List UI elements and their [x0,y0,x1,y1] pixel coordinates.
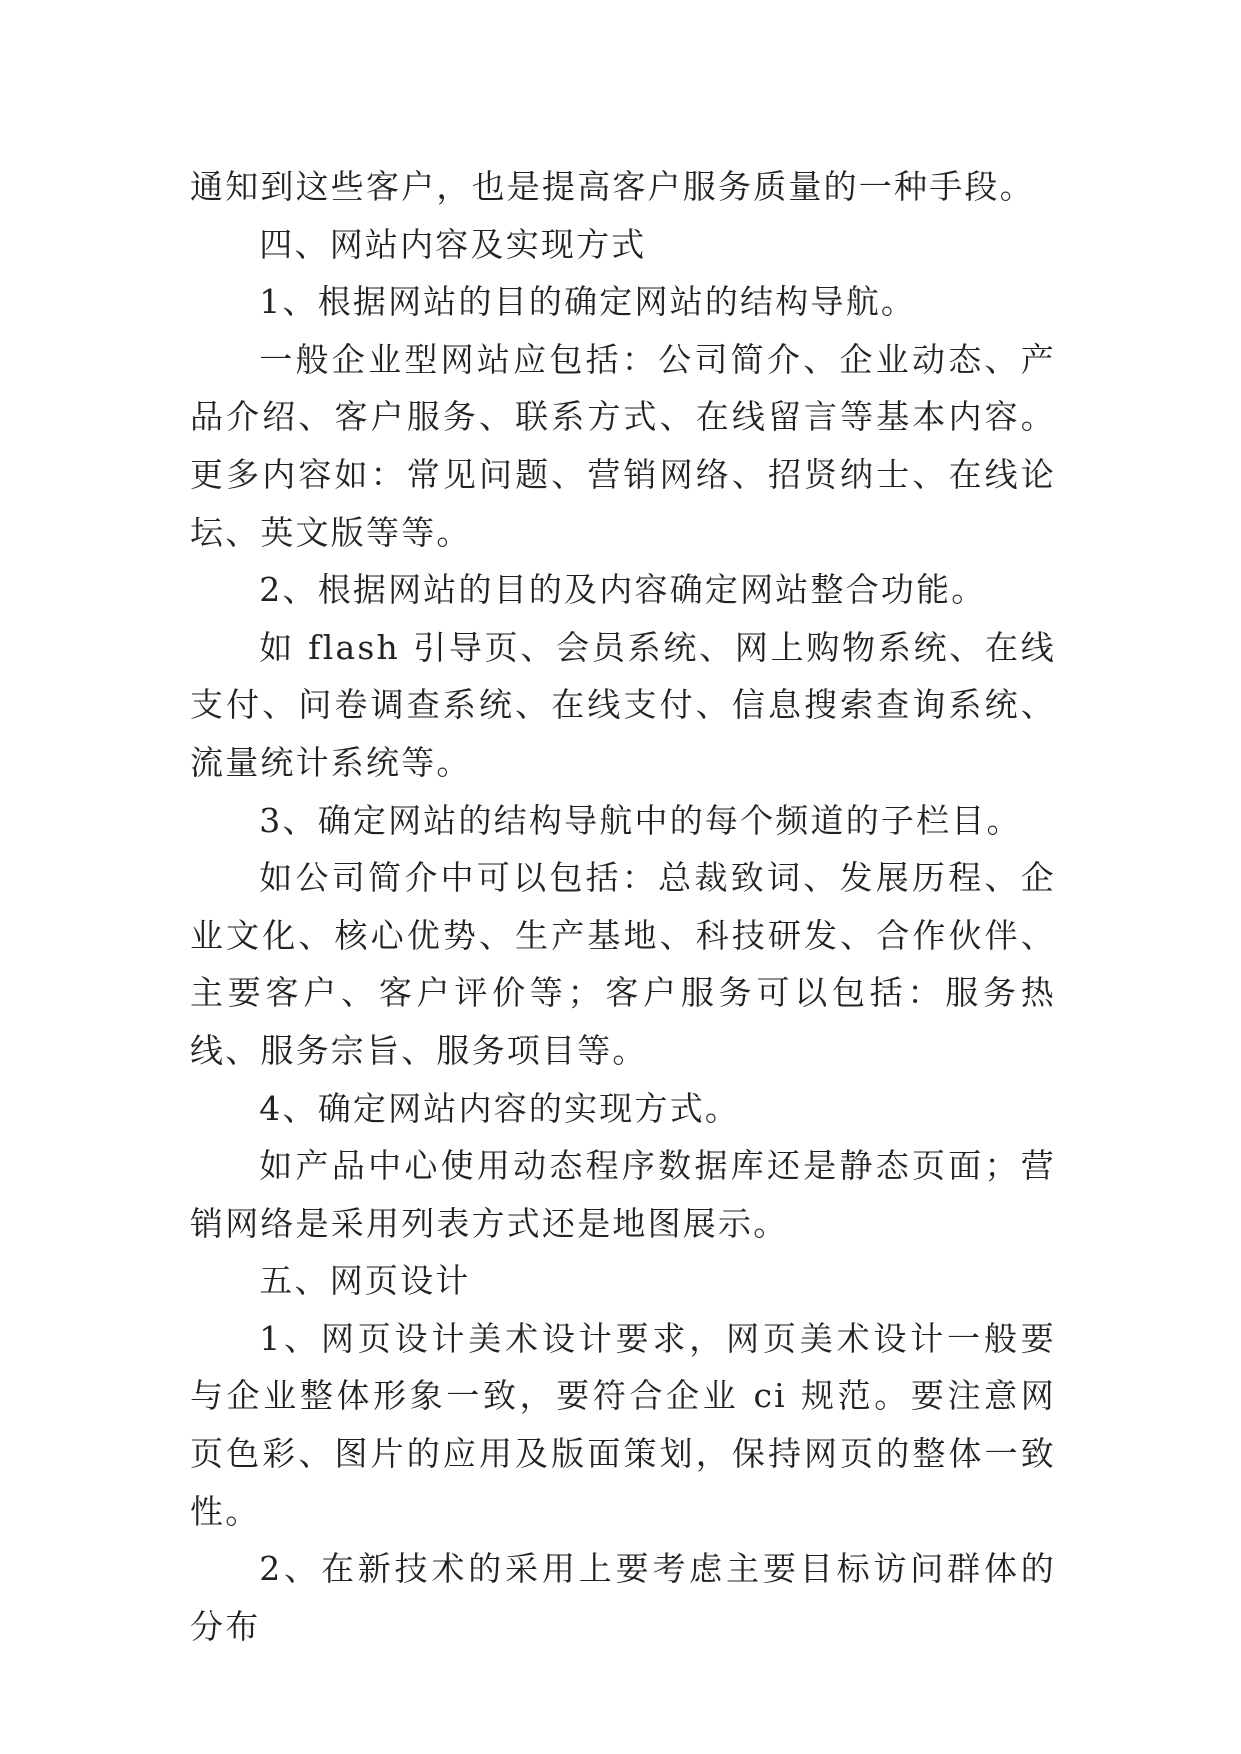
section-heading-4: 四、网站内容及实现方式 [259,224,647,264]
paragraph-1: 通知到这些客户，也是提高客户服务质量的一种手段。 [190,167,1035,206]
subheading-4-1: 1、根据网站的目的确定网站的结构导航。 [259,282,917,322]
document-body [190,158,1056,1655]
paragraph-4-4-body: 如产品中心使用动态程序数据库还是静态页面；营销网络是采用列表方式还是地图展示。 [190,1146,1056,1243]
paragraph-4-2-body: 如 flash 引导页、会员系统、网上购物系统、在线支付、问卷调查系统、在线支付、信息搜索查询系统、流量统计系统等。 [190,627,1056,782]
paragraph-4-1-body: 一般企业型网站应包括：公司简介、企业动态、产品介绍、客户服务、联系方式、在线留言等基本内容。更多内容如：常见问题、营销网络、招贤纳士、在线论坛、英文版等等。 [190,339,1056,552]
paragraph-4-3-body: 如公司简介中可以包括：总裁致词、发展历程、企业文化、核心优势、生产基地、科技研发、合作伙伴、主要客户、客户评价等；客户服务可以包括：服务热线、服务宗旨、服务项目等。 [190,858,1056,1070]
section-heading-5: 五、网页设计 [259,1261,471,1301]
paragraph-5-2: 2、在新技术的采用上要考虑主要目标访问群体的分布 [190,1549,1056,1646]
subheading-4-2: 2、根据网站的目的及内容确定网站整合功能。 [259,570,987,610]
subheading-4-3: 3、确定网站的结构导航中的每个频道的子栏目。 [259,800,1022,840]
paragraph-5-1: 1、网页设计美术设计要求，网页美术设计一般要与企业整体形象一致，要符合企业 ci 规范。要注意网页色彩、图片的应用及版面策划，保持网页的整体一致性。 [190,1318,1056,1531]
subheading-4-4: 4、确定网站内容的实现方式。 [259,1088,741,1128]
